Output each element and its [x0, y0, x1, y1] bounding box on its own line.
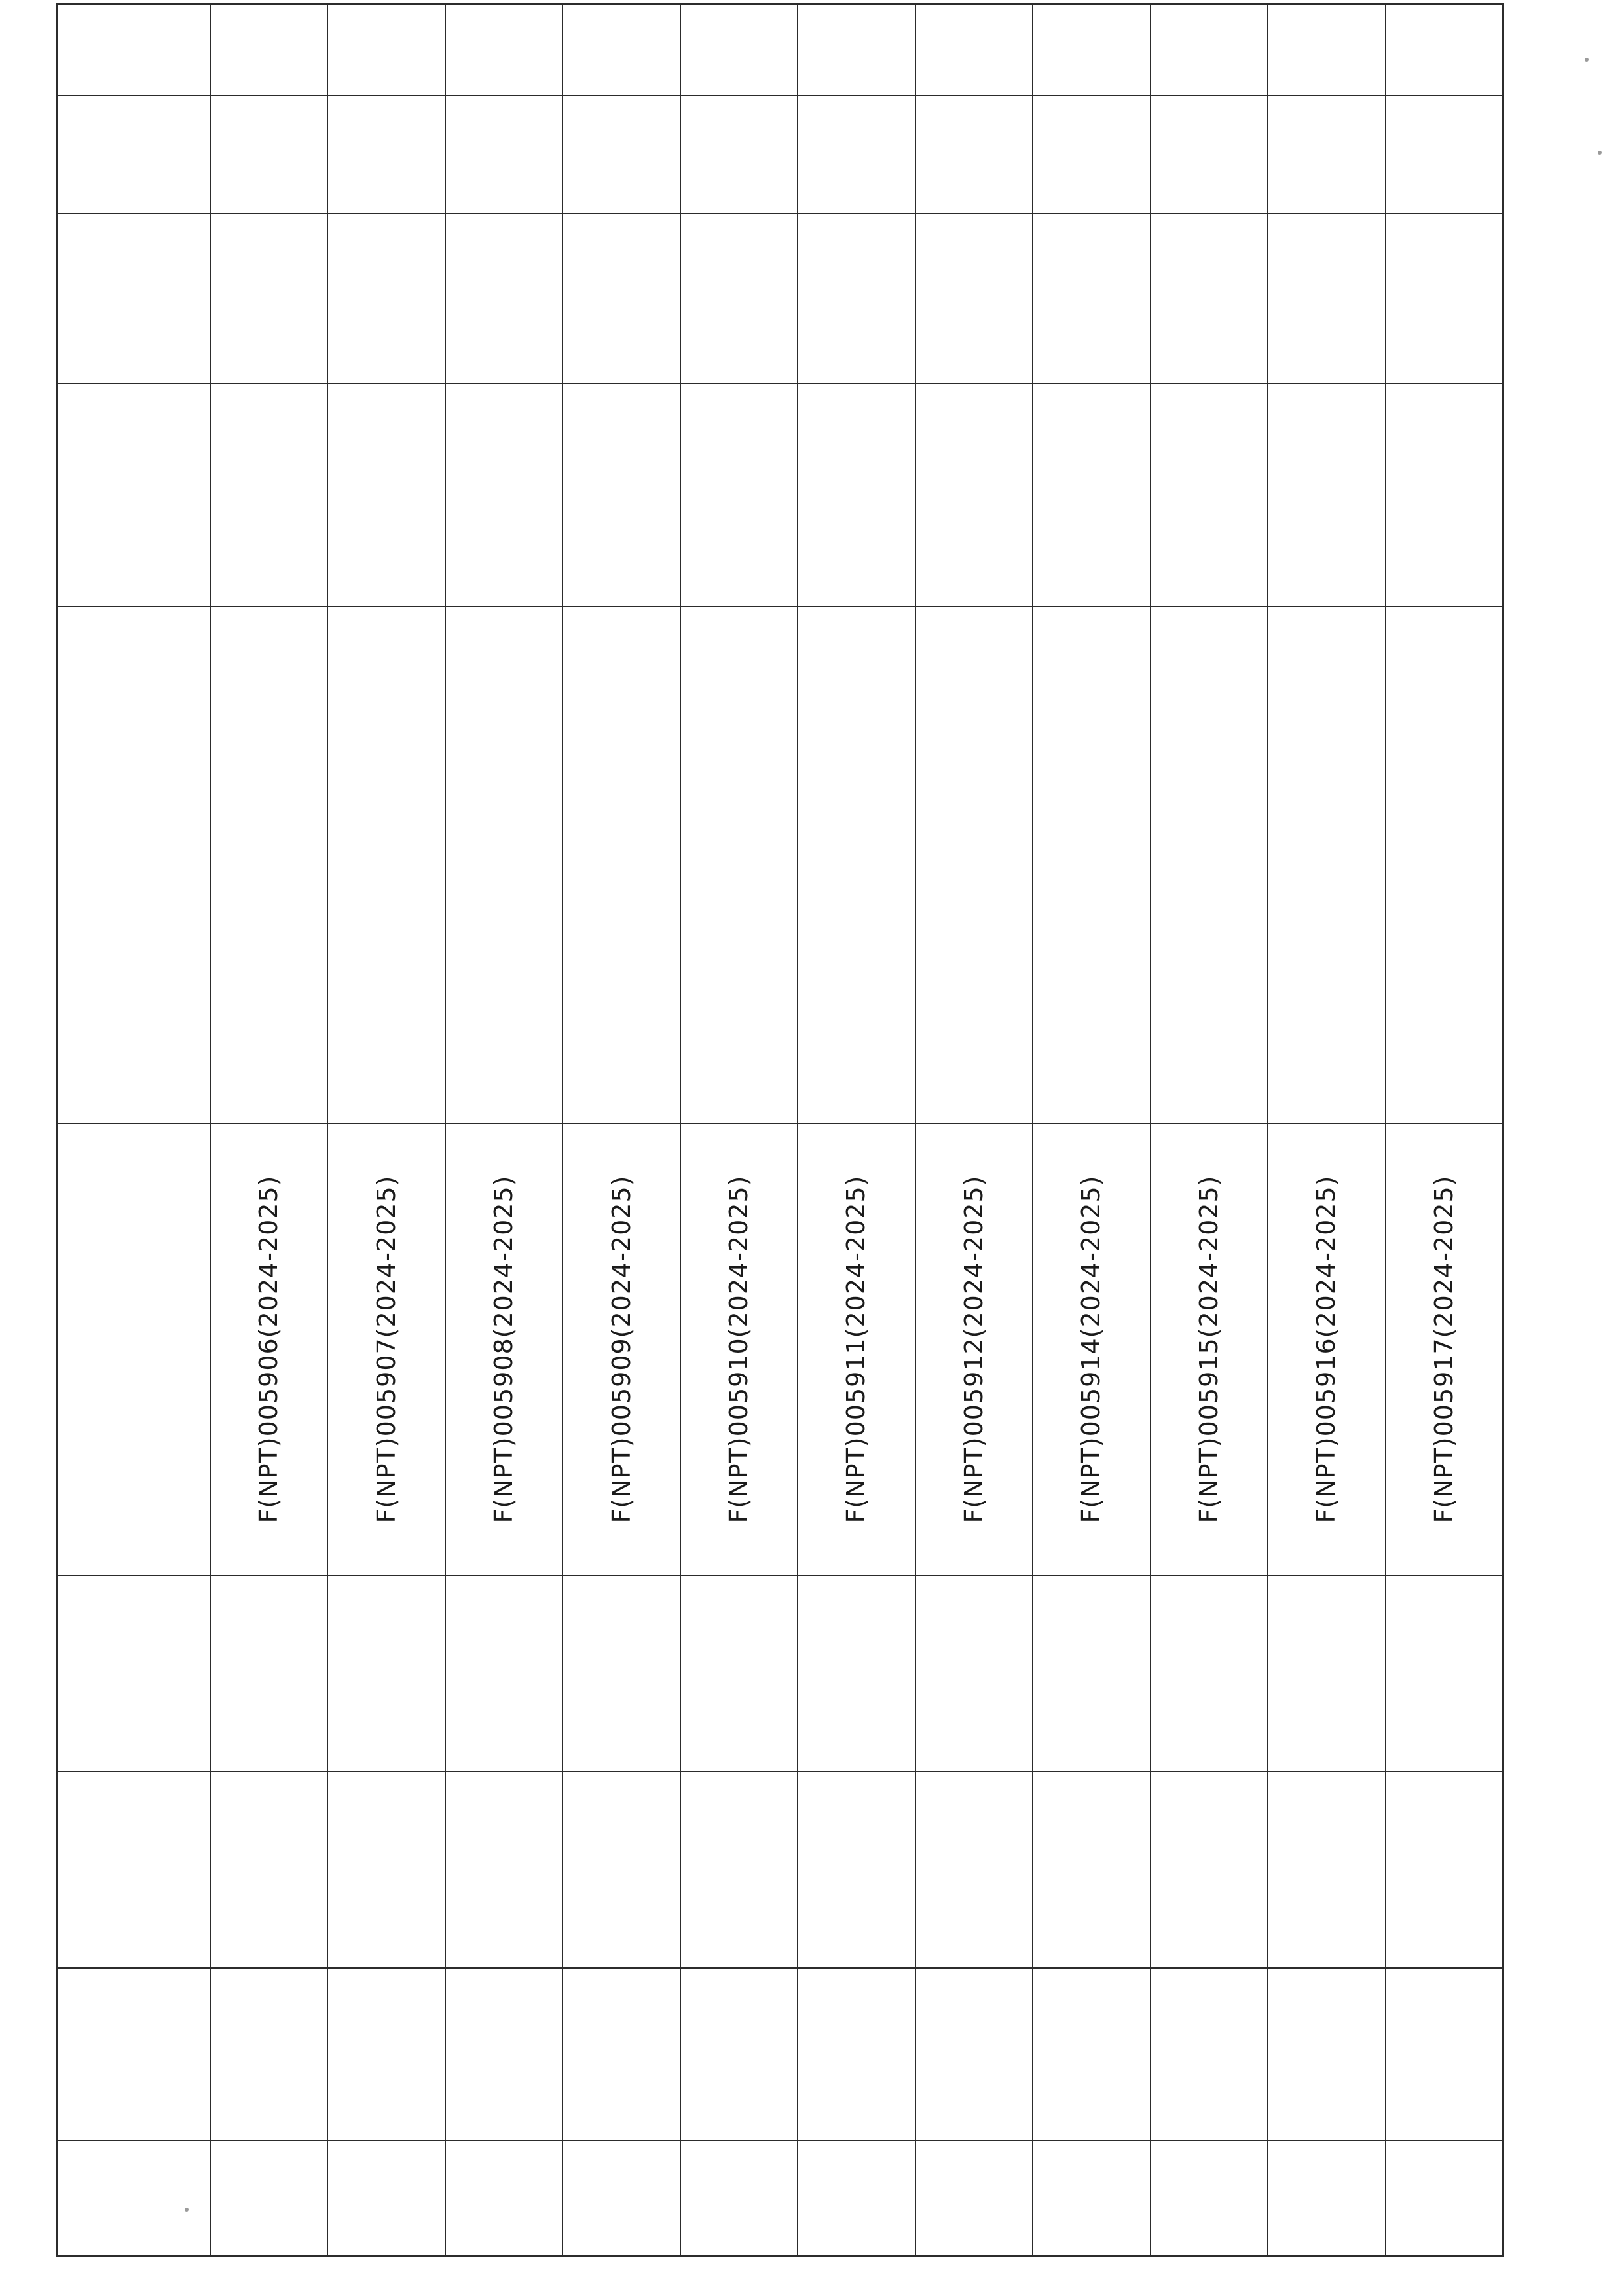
cell-row-no	[915, 2141, 1033, 2256]
cell-registration-no: F(NPT)005911(2024-2025)	[798, 1123, 915, 1575]
cell-remark	[563, 1968, 680, 2141]
col-header-address	[57, 606, 210, 1123]
table-body	[210, 4, 1503, 2256]
cell-status	[1386, 1772, 1503, 1968]
cell-township	[680, 1575, 798, 1772]
table-row	[327, 4, 445, 2256]
cell-township	[327, 1575, 445, 1772]
col-header-name	[57, 213, 210, 384]
cell-status	[680, 1772, 798, 1968]
cell-address	[1386, 606, 1503, 1123]
cell-date	[445, 96, 563, 213]
cell-date	[798, 96, 915, 213]
col-header-serial-no	[57, 4, 210, 96]
cell-serial-no	[1268, 4, 1385, 96]
cell-row-no	[445, 2141, 563, 2256]
scan-speck	[185, 2208, 189, 2212]
col-header-date	[57, 96, 210, 213]
cell-serial-no	[1033, 4, 1150, 96]
cell-school	[1268, 384, 1385, 606]
cell-school	[210, 384, 327, 606]
cell-name	[563, 213, 680, 384]
cell-address	[680, 606, 798, 1123]
document-title	[1531, 5, 1586, 2257]
table-row	[1033, 4, 1150, 2256]
cell-township	[210, 1575, 327, 1772]
cell-serial-no	[445, 4, 563, 96]
cell-name	[1033, 213, 1150, 384]
cell-status	[445, 1772, 563, 1968]
cell-remark	[1151, 1968, 1268, 2141]
table-row	[1151, 4, 1268, 2256]
cell-serial-no	[210, 4, 327, 96]
cell-date	[1033, 96, 1150, 213]
cell-status	[1033, 1772, 1150, 1968]
cell-row-no	[680, 2141, 798, 2256]
cell-registration-no: F(NPT)005906(2024-2025)	[210, 1123, 327, 1575]
table-row	[563, 4, 680, 2256]
cell-registration-no: F(NPT)005917(2024-2025)	[1386, 1123, 1503, 1575]
cell-serial-no	[798, 4, 915, 96]
cell-row-no	[1268, 2141, 1385, 2256]
cell-township	[1268, 1575, 1385, 1772]
cell-township	[1033, 1575, 1150, 1772]
cell-row-no	[1386, 2141, 1503, 2256]
col-header-remark	[57, 1968, 210, 2141]
cell-school	[445, 384, 563, 606]
scan-speck	[1585, 58, 1589, 62]
table-row	[1268, 4, 1385, 2256]
cell-serial-no	[563, 4, 680, 96]
cell-address	[798, 606, 915, 1123]
cell-row-no	[563, 2141, 680, 2256]
col-header-township	[57, 1575, 210, 1772]
cell-township	[798, 1575, 915, 1772]
cell-address	[563, 606, 680, 1123]
cell-remark	[1268, 1968, 1385, 2141]
cell-status	[1151, 1772, 1268, 1968]
cell-school	[327, 384, 445, 606]
cell-registration-no: F(NPT)005916(2024-2025)	[1268, 1123, 1385, 1575]
cell-serial-no	[680, 4, 798, 96]
cell-serial-no	[915, 4, 1033, 96]
cell-registration-no: F(NPT)005908(2024-2025)	[445, 1123, 563, 1575]
cell-remark	[445, 1968, 563, 2141]
cell-status	[210, 1772, 327, 1968]
scan-speck	[1598, 151, 1602, 155]
cell-date	[1151, 96, 1268, 213]
cell-registration-no: F(NPT)005915(2024-2025)	[1151, 1123, 1268, 1575]
cell-school	[563, 384, 680, 606]
cell-township	[1151, 1575, 1268, 1772]
cell-address	[327, 606, 445, 1123]
cell-address	[1151, 606, 1268, 1123]
cell-address	[210, 606, 327, 1123]
cell-date	[327, 96, 445, 213]
cell-township	[563, 1575, 680, 1772]
cell-school	[1033, 384, 1150, 606]
cell-address	[1268, 606, 1385, 1123]
cell-remark	[1033, 1968, 1150, 2141]
cell-registration-no: F(NPT)005910(2024-2025)	[680, 1123, 798, 1575]
table-header-row	[57, 4, 210, 2256]
cell-name	[915, 213, 1033, 384]
cell-township	[1386, 1575, 1503, 1772]
cell-school	[680, 384, 798, 606]
cell-row-no	[798, 2141, 915, 2256]
col-header-school	[57, 384, 210, 606]
cell-status	[915, 1772, 1033, 1968]
table-row	[798, 4, 915, 2256]
cell-registration-no: F(NPT)005912(2024-2025)	[915, 1123, 1033, 1575]
table-row	[445, 4, 563, 2256]
cell-remark	[327, 1968, 445, 2141]
cell-serial-no	[327, 4, 445, 96]
col-header-registration-no	[57, 1123, 210, 1575]
cell-registration-no: F(NPT)005914(2024-2025)	[1033, 1123, 1150, 1575]
cell-name	[798, 213, 915, 384]
cell-status	[563, 1772, 680, 1968]
cell-name	[1386, 213, 1503, 384]
cell-date	[1268, 96, 1385, 213]
cell-row-no	[327, 2141, 445, 2256]
cell-date	[915, 96, 1033, 213]
cell-address	[445, 606, 563, 1123]
cell-name	[680, 213, 798, 384]
cell-registration-no: F(NPT)005907(2024-2025)	[327, 1123, 445, 1575]
cell-address	[1033, 606, 1150, 1123]
table-row	[1386, 4, 1503, 2256]
table-row	[915, 4, 1033, 2256]
cell-name	[1268, 213, 1385, 384]
cell-school	[915, 384, 1033, 606]
cell-status	[327, 1772, 445, 1968]
registration-table	[56, 3, 1504, 2257]
cell-row-no	[210, 2141, 327, 2256]
cell-school	[1151, 384, 1268, 606]
cell-row-no	[1151, 2141, 1268, 2256]
cell-remark	[798, 1968, 915, 2141]
table-row	[680, 4, 798, 2256]
cell-township	[445, 1575, 563, 1772]
cell-date	[563, 96, 680, 213]
cell-date	[210, 96, 327, 213]
cell-remark	[210, 1968, 327, 2141]
cell-serial-no	[1151, 4, 1268, 96]
col-header-row-no	[57, 2141, 210, 2256]
cell-name	[210, 213, 327, 384]
cell-registration-no: F(NPT)005909(2024-2025)	[563, 1123, 680, 1575]
cell-name	[327, 213, 445, 384]
cell-township	[915, 1575, 1033, 1772]
cell-status	[1268, 1772, 1385, 1968]
cell-school	[798, 384, 915, 606]
table-row	[210, 4, 327, 2256]
cell-remark	[680, 1968, 798, 2141]
cell-school	[1386, 384, 1503, 606]
cell-date	[1386, 96, 1503, 213]
cell-name	[1151, 213, 1268, 384]
cell-remark	[1386, 1968, 1503, 2141]
col-header-status	[57, 1772, 210, 1968]
cell-name	[445, 213, 563, 384]
cell-row-no	[1033, 2141, 1150, 2256]
cell-serial-no	[1386, 4, 1503, 96]
cell-address	[915, 606, 1033, 1123]
cell-date	[680, 96, 798, 213]
cell-status	[798, 1772, 915, 1968]
cell-remark	[915, 1968, 1033, 2141]
